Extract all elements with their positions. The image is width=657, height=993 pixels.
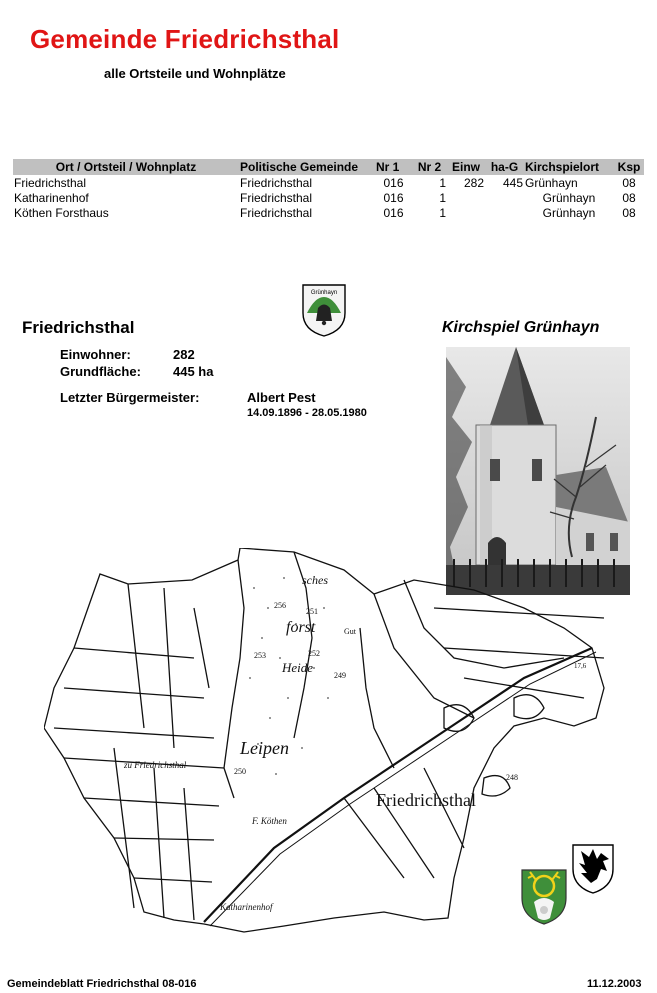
map-label-249: 249	[334, 671, 346, 680]
table-row	[13, 175, 644, 190]
page-subtitle: alle Ortsteile und Wohnplätze	[104, 66, 286, 81]
church-bell-crest-icon	[301, 283, 347, 337]
cell-nr1: 016	[383, 205, 404, 220]
col-ksp: Ksp	[614, 159, 644, 175]
parish-title: Kirchspiel Grünhayn	[442, 319, 600, 336]
map-label-250: 250	[234, 767, 246, 776]
footer-document-id: Gemeindeblatt Friedrichsthal 08-016	[7, 978, 197, 990]
area-value: 445 ha	[173, 364, 214, 379]
table-row	[13, 190, 644, 205]
table-row	[13, 205, 644, 220]
cell-nr2: 1	[439, 205, 446, 220]
cell-nr1: 016	[383, 190, 404, 205]
footer-date: 11.12.2003	[587, 978, 642, 990]
map-label-leipen: Leipen	[240, 738, 289, 758]
cell-ha-g	[485, 205, 524, 220]
cell-nr2: 1	[439, 190, 446, 205]
col-kirchspielort: Kirchspielort	[524, 159, 614, 175]
antler-coat-of-arms-icon	[571, 843, 615, 895]
col-ort: Ort / Ortsteil / Wohnplatz	[13, 159, 239, 175]
map-label-176: 17,6	[574, 662, 587, 670]
map-label-251: 251	[306, 607, 318, 616]
cell-ha-g: 445	[502, 175, 523, 190]
cell-nr1: 016	[383, 175, 404, 190]
map-label-heide: Heide	[282, 660, 314, 675]
col-einw: Einw	[447, 159, 485, 175]
map-label-friedrichsthal: Friedrichsthal	[376, 790, 476, 810]
cell-ort: Köthen Forsthaus	[14, 205, 109, 220]
map-label-forst: forst	[286, 619, 316, 636]
area-label: Grundfläche:	[60, 364, 141, 379]
map-label-252: 252	[308, 649, 320, 658]
deer-coat-of-arms-icon	[520, 868, 568, 926]
cell-ksp: 08	[622, 175, 636, 190]
cell-einw: 282	[463, 175, 484, 190]
mayor-dates: 14.09.1896 - 28.05.1980	[247, 407, 367, 419]
cell-kirchspielort: Grünhayn	[525, 175, 578, 190]
inhabitants-value: 282	[173, 347, 195, 362]
map-label-256: 256	[274, 601, 286, 610]
cell-gemeinde: Friedrichsthal	[240, 205, 313, 220]
inhabitants-label: Einwohner:	[60, 347, 131, 362]
col-ha-g: ha-G	[485, 159, 524, 175]
town-name: Friedrichsthal	[22, 318, 135, 337]
map-label-katharinenhof: Katharinenhof	[220, 902, 273, 912]
cell-kirchspielort: Grünhayn	[542, 190, 596, 205]
col-nr2: Nr 2	[412, 159, 447, 175]
page-title: Gemeinde Friedrichsthal	[30, 24, 340, 54]
crest-label: Grünhayn	[310, 290, 338, 296]
cell-nr2: 1	[439, 175, 446, 190]
map-label-koethen: F. Köthen	[252, 816, 287, 826]
map-label-248: 248	[506, 773, 518, 782]
cell-ha-g	[485, 190, 524, 205]
col-nr1: Nr 1	[375, 159, 412, 175]
map-label-zu-friedrichsthal: zu Friedrichsthal	[124, 760, 187, 770]
cell-einw	[447, 190, 485, 205]
cell-gemeinde: Friedrichsthal	[240, 175, 313, 190]
table-header-row	[13, 159, 644, 175]
map-label-sches: sches	[302, 573, 328, 587]
cell-ksp: 08	[622, 205, 636, 220]
cell-ort: Friedrichsthal	[14, 175, 87, 190]
cell-gemeinde: Friedrichsthal	[240, 190, 313, 205]
map-label-253: 253	[254, 651, 266, 660]
cell-kirchspielort: Grünhayn	[542, 205, 596, 220]
cell-ksp: 08	[622, 190, 636, 205]
mayor-label: Letzter Bürgermeister:	[60, 390, 200, 405]
places-table	[13, 159, 644, 220]
cell-ort: Katharinenhof	[14, 190, 89, 205]
mayor-name: Albert Pest	[247, 390, 316, 405]
col-politische-gemeinde: Politische Gemeinde	[239, 159, 375, 175]
cell-einw	[447, 205, 485, 220]
map-label-gut: Gut	[344, 627, 356, 636]
